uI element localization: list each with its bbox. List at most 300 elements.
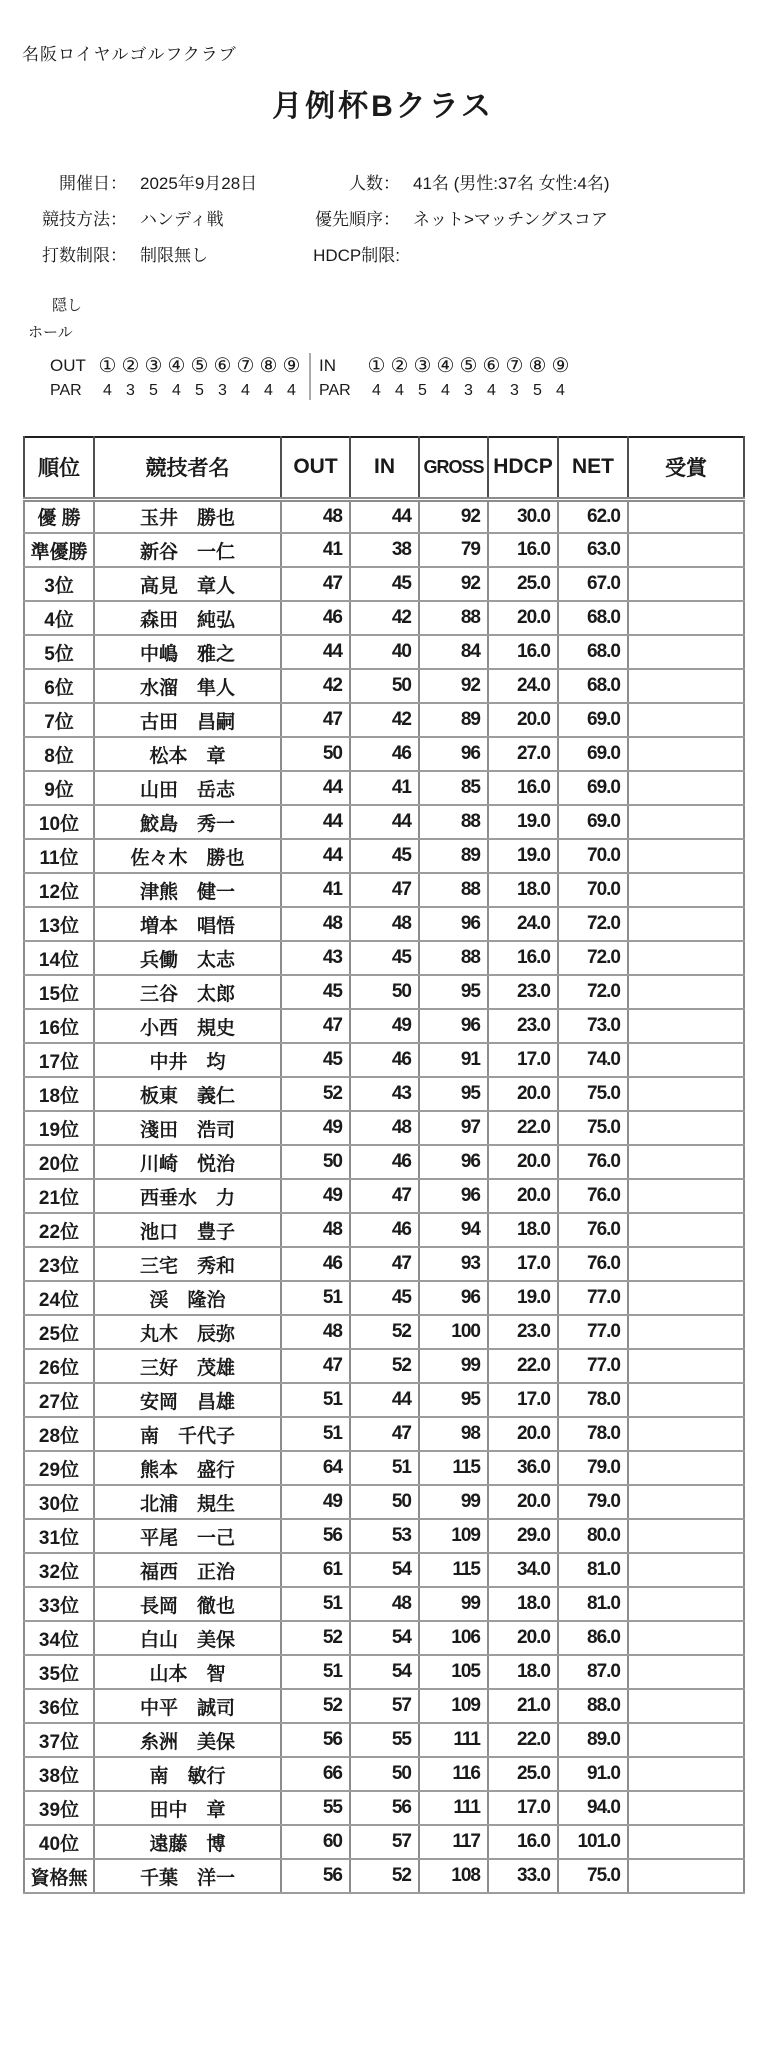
net-cell: 94.0: [558, 1791, 628, 1825]
in-score-cell: 47: [350, 1417, 419, 1451]
competition-info: [22, 169, 744, 266]
in-hole-circles: [365, 353, 572, 378]
out-holes-group: [50, 353, 303, 400]
net-cell: 69.0: [558, 771, 628, 805]
net-cell: 91.0: [558, 1757, 628, 1791]
gross-score-cell: 88: [419, 873, 488, 907]
table-row: [24, 601, 744, 635]
out-score-cell: 44: [281, 839, 350, 873]
hdcp-cell: 19.0: [488, 1281, 558, 1315]
out-score-cell: 51: [281, 1587, 350, 1621]
rank-cell: 25位: [24, 1315, 94, 1349]
table-row: [24, 499, 744, 533]
award-cell: [628, 1451, 744, 1485]
out-score-cell: 55: [281, 1791, 350, 1825]
hdcp-cell: 20.0: [488, 1077, 558, 1111]
in-score-cell: 50: [350, 975, 419, 1009]
info-value-players: 41名 (男性:37名 女性:4名): [413, 174, 610, 193]
table-row: [24, 1247, 744, 1281]
award-cell: [628, 1587, 744, 1621]
in-score-cell: 52: [350, 1315, 419, 1349]
out-label: OUT: [50, 355, 86, 375]
gross-score-cell: 95: [419, 1383, 488, 1417]
par-value: 4: [487, 382, 496, 399]
player-name-cell: 玉井 勝也: [94, 499, 281, 533]
rank-cell: 20位: [24, 1145, 94, 1179]
out-score-cell: 66: [281, 1757, 350, 1791]
player-name-cell: 佐々木 勝也: [94, 839, 281, 873]
player-name-cell: 福西 正治: [94, 1553, 281, 1587]
net-cell: 86.0: [558, 1621, 628, 1655]
info-value-stroke-limit: 制限無し: [140, 246, 208, 265]
out-score-cell: 43: [281, 941, 350, 975]
out-par-label: PAR: [50, 382, 82, 399]
table-row: [24, 703, 744, 737]
par-value: 4: [103, 382, 112, 399]
hole-number-icon: ④: [436, 355, 455, 377]
hdcp-cell: 24.0: [488, 907, 558, 941]
hdcp-cell: 17.0: [488, 1247, 558, 1281]
hdcp-cell: 16.0: [488, 1825, 558, 1859]
out-score-cell: 42: [281, 669, 350, 703]
rank-cell: 21位: [24, 1179, 94, 1213]
gross-score-cell: 111: [419, 1791, 488, 1825]
out-score-cell: 60: [281, 1825, 350, 1859]
hdcp-cell: 22.0: [488, 1111, 558, 1145]
gross-score-cell: 98: [419, 1417, 488, 1451]
out-score-cell: 48: [281, 1315, 350, 1349]
award-cell: [628, 669, 744, 703]
in-score-cell: 51: [350, 1451, 419, 1485]
in-score-cell: 40: [350, 635, 419, 669]
in-score-cell: 48: [350, 1587, 419, 1621]
player-name-cell: 中井 均: [94, 1043, 281, 1077]
col-header-rank: 順位: [24, 437, 94, 499]
rank-cell: 26位: [24, 1349, 94, 1383]
hole-number-icon: ②: [390, 355, 409, 377]
in-score-cell: 50: [350, 1485, 419, 1519]
net-cell: 88.0: [558, 1689, 628, 1723]
par-value: 3: [126, 382, 135, 399]
hole-number-icon: ⑥: [213, 355, 232, 377]
hdcp-cell: 33.0: [488, 1859, 558, 1893]
in-score-cell: 44: [350, 1383, 419, 1417]
hdcp-cell: 18.0: [488, 1655, 558, 1689]
net-cell: 75.0: [558, 1111, 628, 1145]
info-label-priority: 優先順序：: [315, 210, 400, 229]
rank-cell: 6位: [24, 669, 94, 703]
player-name-cell: 小西 規史: [94, 1009, 281, 1043]
hdcp-cell: 34.0: [488, 1553, 558, 1587]
table-row: [24, 1485, 744, 1519]
out-score-cell: 48: [281, 907, 350, 941]
out-score-cell: 51: [281, 1281, 350, 1315]
table-row: [24, 1077, 744, 1111]
award-cell: [628, 1485, 744, 1519]
award-cell: [628, 1825, 744, 1859]
gross-score-cell: 108: [419, 1859, 488, 1893]
net-cell: 68.0: [558, 635, 628, 669]
award-cell: [628, 1519, 744, 1553]
gross-score-cell: 100: [419, 1315, 488, 1349]
out-score-cell: 51: [281, 1417, 350, 1451]
player-name-cell: 松本 章: [94, 737, 281, 771]
gross-score-cell: 91: [419, 1043, 488, 1077]
hdcp-cell: 16.0: [488, 533, 558, 567]
gross-score-cell: 92: [419, 499, 488, 533]
net-cell: 68.0: [558, 601, 628, 635]
in-score-cell: 50: [350, 669, 419, 703]
rank-cell: 8位: [24, 737, 94, 771]
hole-number-icon: ⑤: [459, 355, 478, 377]
table-row: [24, 1791, 744, 1825]
rank-cell: 32位: [24, 1553, 94, 1587]
out-score-cell: 47: [281, 703, 350, 737]
gross-score-cell: 89: [419, 703, 488, 737]
rank-cell: 40位: [24, 1825, 94, 1859]
out-score-cell: 47: [281, 1009, 350, 1043]
award-cell: [628, 1621, 744, 1655]
net-cell: 101.0: [558, 1825, 628, 1859]
hdcp-cell: 16.0: [488, 941, 558, 975]
award-cell: [628, 1213, 744, 1247]
in-score-cell: 46: [350, 1213, 419, 1247]
award-cell: [628, 975, 744, 1009]
rank-cell: 29位: [24, 1451, 94, 1485]
net-cell: 68.0: [558, 669, 628, 703]
page-title: 月例杯Bクラス: [272, 90, 494, 123]
info-label-hdcp-limit: HDCP制限:: [313, 246, 400, 265]
in-score-cell: 54: [350, 1621, 419, 1655]
par-value: 4: [172, 382, 181, 399]
info-value-method: ハンディ戦: [140, 210, 224, 229]
in-score-cell: 46: [350, 1145, 419, 1179]
out-hole-circles: [96, 353, 303, 378]
rank-cell: 31位: [24, 1519, 94, 1553]
hdcp-cell: 27.0: [488, 737, 558, 771]
gross-score-cell: 95: [419, 975, 488, 1009]
in-score-cell: 46: [350, 737, 419, 771]
in-score-cell: 45: [350, 567, 419, 601]
gross-score-cell: 88: [419, 601, 488, 635]
hole-number-icon: ⑤: [190, 355, 209, 377]
in-score-cell: 56: [350, 1791, 419, 1825]
award-cell: [628, 601, 744, 635]
net-cell: 74.0: [558, 1043, 628, 1077]
col-header-out: OUT: [281, 437, 350, 499]
hdcp-cell: 36.0: [488, 1451, 558, 1485]
hole-number-icon: ⑦: [505, 355, 524, 377]
hidden-holes-caption: [22, 292, 744, 346]
out-score-cell: 44: [281, 771, 350, 805]
player-name-cell: 水溜 隼人: [94, 669, 281, 703]
table-row: [24, 1553, 744, 1587]
award-cell: [628, 1111, 744, 1145]
player-name-cell: 三宅 秀和: [94, 1247, 281, 1281]
hdcp-cell: 22.0: [488, 1723, 558, 1757]
par-value: 3: [464, 382, 473, 399]
out-score-cell: 52: [281, 1621, 350, 1655]
gross-score-cell: 96: [419, 907, 488, 941]
hdcp-cell: 23.0: [488, 1009, 558, 1043]
col-header-player: 競技者名: [94, 437, 281, 499]
gross-score-cell: 99: [419, 1587, 488, 1621]
net-cell: 78.0: [558, 1383, 628, 1417]
in-score-cell: 43: [350, 1077, 419, 1111]
award-cell: [628, 1315, 744, 1349]
hdcp-cell: 17.0: [488, 1043, 558, 1077]
player-name-cell: 北浦 規生: [94, 1485, 281, 1519]
award-cell: [628, 805, 744, 839]
table-row: [24, 1009, 744, 1043]
table-row: [24, 635, 744, 669]
rank-cell: 34位: [24, 1621, 94, 1655]
rank-cell: 準優勝: [24, 533, 94, 567]
player-name-cell: 淺田 浩司: [94, 1111, 281, 1145]
award-cell: [628, 1383, 744, 1417]
hole-number-icon: ④: [167, 355, 186, 377]
hdcp-cell: 21.0: [488, 1689, 558, 1723]
gross-score-cell: 79: [419, 533, 488, 567]
rank-cell: 27位: [24, 1383, 94, 1417]
award-cell: [628, 907, 744, 941]
table-row: [24, 1111, 744, 1145]
hole-number-icon: ⑨: [551, 355, 570, 377]
net-cell: 81.0: [558, 1587, 628, 1621]
header-row: [24, 437, 744, 499]
gross-score-cell: 96: [419, 1009, 488, 1043]
rank-cell: 3位: [24, 567, 94, 601]
table-row: [24, 1179, 744, 1213]
in-score-cell: 47: [350, 1179, 419, 1213]
gross-score-cell: 93: [419, 1247, 488, 1281]
award-cell: [628, 635, 744, 669]
hdcp-cell: 25.0: [488, 567, 558, 601]
table-row: [24, 1859, 744, 1893]
in-score-cell: 54: [350, 1655, 419, 1689]
gross-score-cell: 99: [419, 1349, 488, 1383]
hole-number-icon: ⑥: [482, 355, 501, 377]
gross-score-cell: 88: [419, 805, 488, 839]
player-name-cell: 西垂水 力: [94, 1179, 281, 1213]
rank-cell: 36位: [24, 1689, 94, 1723]
out-score-cell: 47: [281, 567, 350, 601]
award-cell: [628, 1689, 744, 1723]
award-cell: [628, 499, 744, 533]
gross-score-cell: 116: [419, 1757, 488, 1791]
rank-cell: 37位: [24, 1723, 94, 1757]
table-row: [24, 1145, 744, 1179]
rank-cell: 33位: [24, 1587, 94, 1621]
gross-score-cell: 95: [419, 1077, 488, 1111]
hdcp-cell: 25.0: [488, 1757, 558, 1791]
award-cell: [628, 1553, 744, 1587]
rank-cell: 11位: [24, 839, 94, 873]
player-name-cell: 熊本 盛行: [94, 1451, 281, 1485]
rank-cell: 5位: [24, 635, 94, 669]
gross-score-cell: 89: [419, 839, 488, 873]
hidden-holes-section: [50, 353, 744, 400]
gross-score-cell: 117: [419, 1825, 488, 1859]
rank-cell: 優 勝: [24, 499, 94, 533]
in-score-cell: 44: [350, 805, 419, 839]
award-cell: [628, 1145, 744, 1179]
out-score-cell: 56: [281, 1859, 350, 1893]
hdcp-cell: 18.0: [488, 873, 558, 907]
table-row: [24, 1621, 744, 1655]
in-score-cell: 55: [350, 1723, 419, 1757]
player-name-cell: 中平 誠司: [94, 1689, 281, 1723]
in-score-cell: 45: [350, 1281, 419, 1315]
rank-cell: 16位: [24, 1009, 94, 1043]
in-score-cell: 50: [350, 1757, 419, 1791]
table-row: [24, 1213, 744, 1247]
rank-cell: 28位: [24, 1417, 94, 1451]
player-name-cell: 白山 美保: [94, 1621, 281, 1655]
gross-score-cell: 96: [419, 1281, 488, 1315]
player-name-cell: 長岡 徹也: [94, 1587, 281, 1621]
net-cell: 72.0: [558, 941, 628, 975]
net-cell: 75.0: [558, 1077, 628, 1111]
hdcp-cell: 20.0: [488, 1145, 558, 1179]
award-cell: [628, 1247, 744, 1281]
rank-cell: 10位: [24, 805, 94, 839]
in-label: IN: [319, 355, 336, 375]
award-cell: [628, 839, 744, 873]
net-cell: 72.0: [558, 907, 628, 941]
award-cell: [628, 703, 744, 737]
gross-score-cell: 96: [419, 737, 488, 771]
gross-score-cell: 92: [419, 669, 488, 703]
table-row: [24, 1417, 744, 1451]
par-value: 5: [418, 382, 427, 399]
out-score-cell: 44: [281, 805, 350, 839]
net-cell: 62.0: [558, 499, 628, 533]
table-row: [24, 941, 744, 975]
rank-cell: 17位: [24, 1043, 94, 1077]
rank-cell: 35位: [24, 1655, 94, 1689]
out-score-cell: 45: [281, 975, 350, 1009]
rank-cell: 19位: [24, 1111, 94, 1145]
player-name-cell: 山田 岳志: [94, 771, 281, 805]
in-score-cell: 48: [350, 1111, 419, 1145]
table-row: [24, 1519, 744, 1553]
net-cell: 79.0: [558, 1485, 628, 1519]
award-cell: [628, 941, 744, 975]
hdcp-cell: 29.0: [488, 1519, 558, 1553]
gross-score-cell: 96: [419, 1179, 488, 1213]
out-par-values: [96, 382, 303, 400]
player-name-cell: 高見 章人: [94, 567, 281, 601]
in-score-cell: 42: [350, 703, 419, 737]
hdcp-cell: 20.0: [488, 1485, 558, 1519]
in-score-cell: 38: [350, 533, 419, 567]
award-cell: [628, 1757, 744, 1791]
in-score-cell: 53: [350, 1519, 419, 1553]
gross-score-cell: 92: [419, 567, 488, 601]
par-value: 3: [218, 382, 227, 399]
gross-score-cell: 111: [419, 1723, 488, 1757]
net-cell: 80.0: [558, 1519, 628, 1553]
in-par-label: PAR: [319, 382, 351, 399]
in-score-cell: 47: [350, 873, 419, 907]
par-value: 4: [287, 382, 296, 399]
table-row: [24, 1043, 744, 1077]
info-label-stroke-limit: 打数制限：: [42, 246, 127, 265]
in-score-cell: 52: [350, 1349, 419, 1383]
hdcp-cell: 23.0: [488, 1315, 558, 1349]
net-cell: 70.0: [558, 873, 628, 907]
award-cell: [628, 1009, 744, 1043]
table-row: [24, 907, 744, 941]
table-row: [24, 1383, 744, 1417]
hdcp-cell: 30.0: [488, 499, 558, 533]
hole-number-icon: ③: [144, 355, 163, 377]
player-name-cell: 三好 茂雄: [94, 1349, 281, 1383]
col-header-net: NET: [558, 437, 628, 499]
award-cell: [628, 1655, 744, 1689]
hole-number-icon: ⑦: [236, 355, 255, 377]
gross-score-cell: 96: [419, 1145, 488, 1179]
gross-score-cell: 84: [419, 635, 488, 669]
player-name-cell: 千葉 洋一: [94, 1859, 281, 1893]
net-cell: 76.0: [558, 1247, 628, 1281]
table-row: [24, 1655, 744, 1689]
table-row: [24, 1689, 744, 1723]
rank-cell: 9位: [24, 771, 94, 805]
player-name-cell: 古田 昌嗣: [94, 703, 281, 737]
net-cell: 75.0: [558, 1859, 628, 1893]
net-cell: 72.0: [558, 975, 628, 1009]
results-table: [23, 436, 745, 1894]
out-score-cell: 49: [281, 1485, 350, 1519]
gross-score-cell: 115: [419, 1451, 488, 1485]
hdcp-cell: 19.0: [488, 839, 558, 873]
out-score-cell: 44: [281, 635, 350, 669]
par-value: 5: [533, 382, 542, 399]
player-name-cell: 南 千代子: [94, 1417, 281, 1451]
rank-cell: 12位: [24, 873, 94, 907]
table-row: [24, 1315, 744, 1349]
award-cell: [628, 1417, 744, 1451]
player-name-cell: 渓 隆治: [94, 1281, 281, 1315]
award-cell: [628, 1859, 744, 1893]
table-row: [24, 1349, 744, 1383]
in-score-cell: 57: [350, 1689, 419, 1723]
player-name-cell: 中嶋 雅之: [94, 635, 281, 669]
player-name-cell: 平尾 一己: [94, 1519, 281, 1553]
rank-cell: 18位: [24, 1077, 94, 1111]
player-name-cell: 兵働 太志: [94, 941, 281, 975]
col-header-gross: GROSS: [419, 437, 488, 499]
award-cell: [628, 1281, 744, 1315]
col-header-award: 受賞: [628, 437, 744, 499]
par-value: 4: [264, 382, 273, 399]
award-cell: [628, 1043, 744, 1077]
out-score-cell: 41: [281, 873, 350, 907]
hdcp-cell: 19.0: [488, 805, 558, 839]
rank-cell: 23位: [24, 1247, 94, 1281]
player-name-cell: 板東 義仁: [94, 1077, 281, 1111]
gross-score-cell: 106: [419, 1621, 488, 1655]
par-value: 4: [241, 382, 250, 399]
net-cell: 69.0: [558, 737, 628, 771]
in-score-cell: 45: [350, 839, 419, 873]
in-score-cell: 48: [350, 907, 419, 941]
net-cell: 89.0: [558, 1723, 628, 1757]
player-name-cell: 池口 豊子: [94, 1213, 281, 1247]
table-row: [24, 805, 744, 839]
